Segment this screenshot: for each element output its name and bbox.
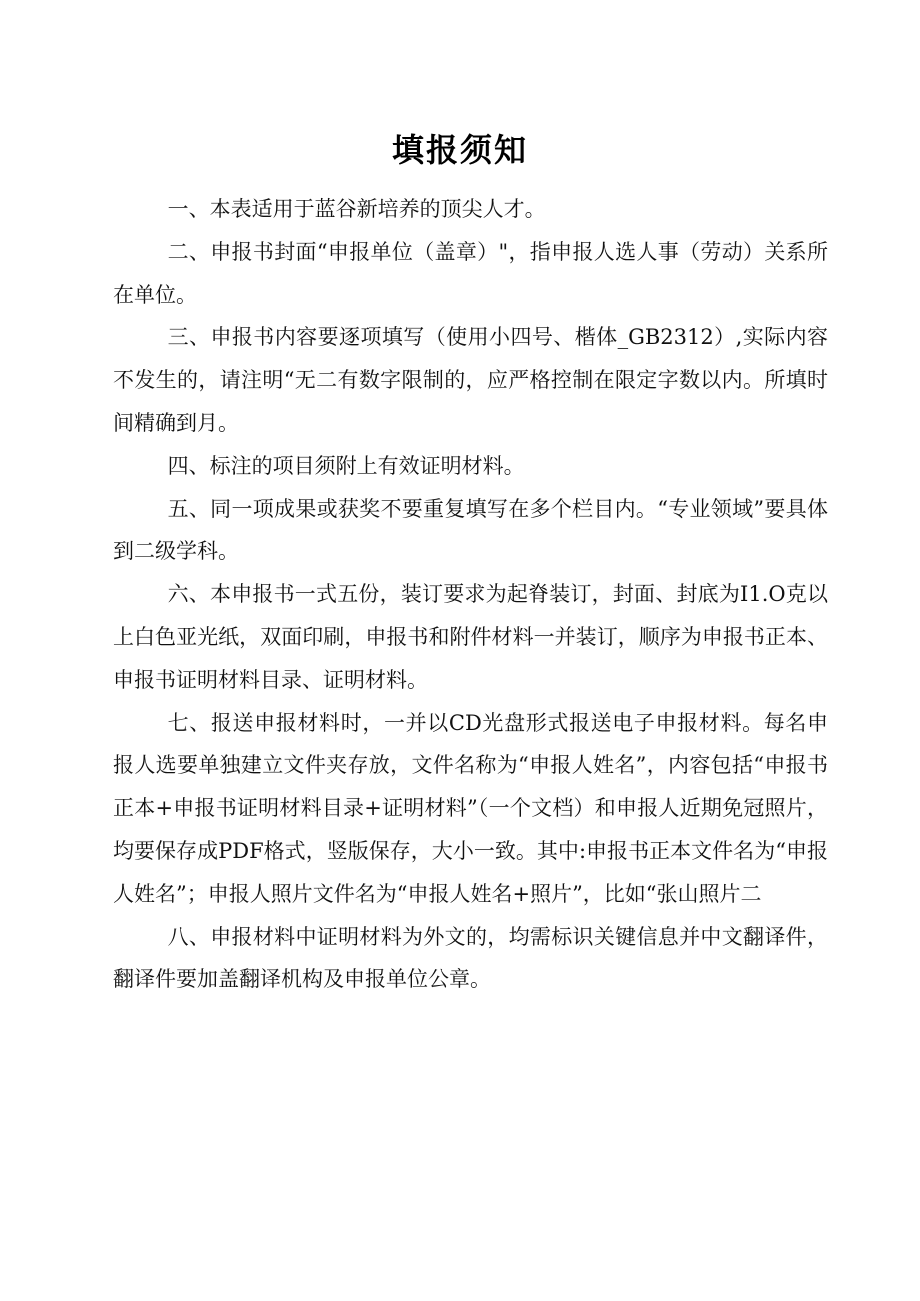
- notice-item-3: 三、申报书内容要逐项填写（使用小四号、楷体_GB2312）,实际内容不发生的，请注明“无二有数字限制的，应严格控制在限定字数以内。所填时间精确到月。: [113, 325, 828, 435]
- notice-item-1: 一、本表适用于蓝谷新培养的顶尖人才。: [167, 197, 546, 221]
- notice-item-8: 八、申报材料中证明材料为外文的，均需标识关键信息并中文翻译件，翻译件要加盖翻译机构及申报单位公章。: [113, 924, 828, 992]
- notice-item-7: 七、报送申报材料时，一并以CD光盘形式报送电子申报材料。每名申报人选要单独建立文件夹存放，文件名称为“申报人姓名”，内容包括“申报书正本+申报书证明材料目录+证明材料”（一个文档）和申报人近期免冠照片，均要保存成PDF格式，竖版保存，大小一致。其中:申报书正本文件名为“申报人姓名”；申报人照片文件名为“申报人姓名+照片”，比如“张山照片二: [113, 710, 828, 906]
- notice-item-4: 四、标注的项目须附上有效证明材料。: [167, 453, 525, 478]
- page-title: 填报须知: [391, 131, 528, 169]
- notice-body: [113, 188, 828, 1001]
- notice-item-5: 五、同一项成果或获奖不要重复填写在多个栏目内。“专业领域”要具体到二级学科。: [113, 496, 828, 564]
- notice-item-6: 六、本申报书一式五份，装订要求为起脊装订，封面、封底为I1.O克以上白色亚光纸，双面印刷，申报书和附件材料一并装订，顺序为申报书正本、申报书证明材料目录、证明材料。: [113, 582, 828, 692]
- notice-item-2: 二、申报书封面“申报单位（盖章）"，指申报人选人事（劳动）关系所在单位。: [113, 239, 828, 307]
